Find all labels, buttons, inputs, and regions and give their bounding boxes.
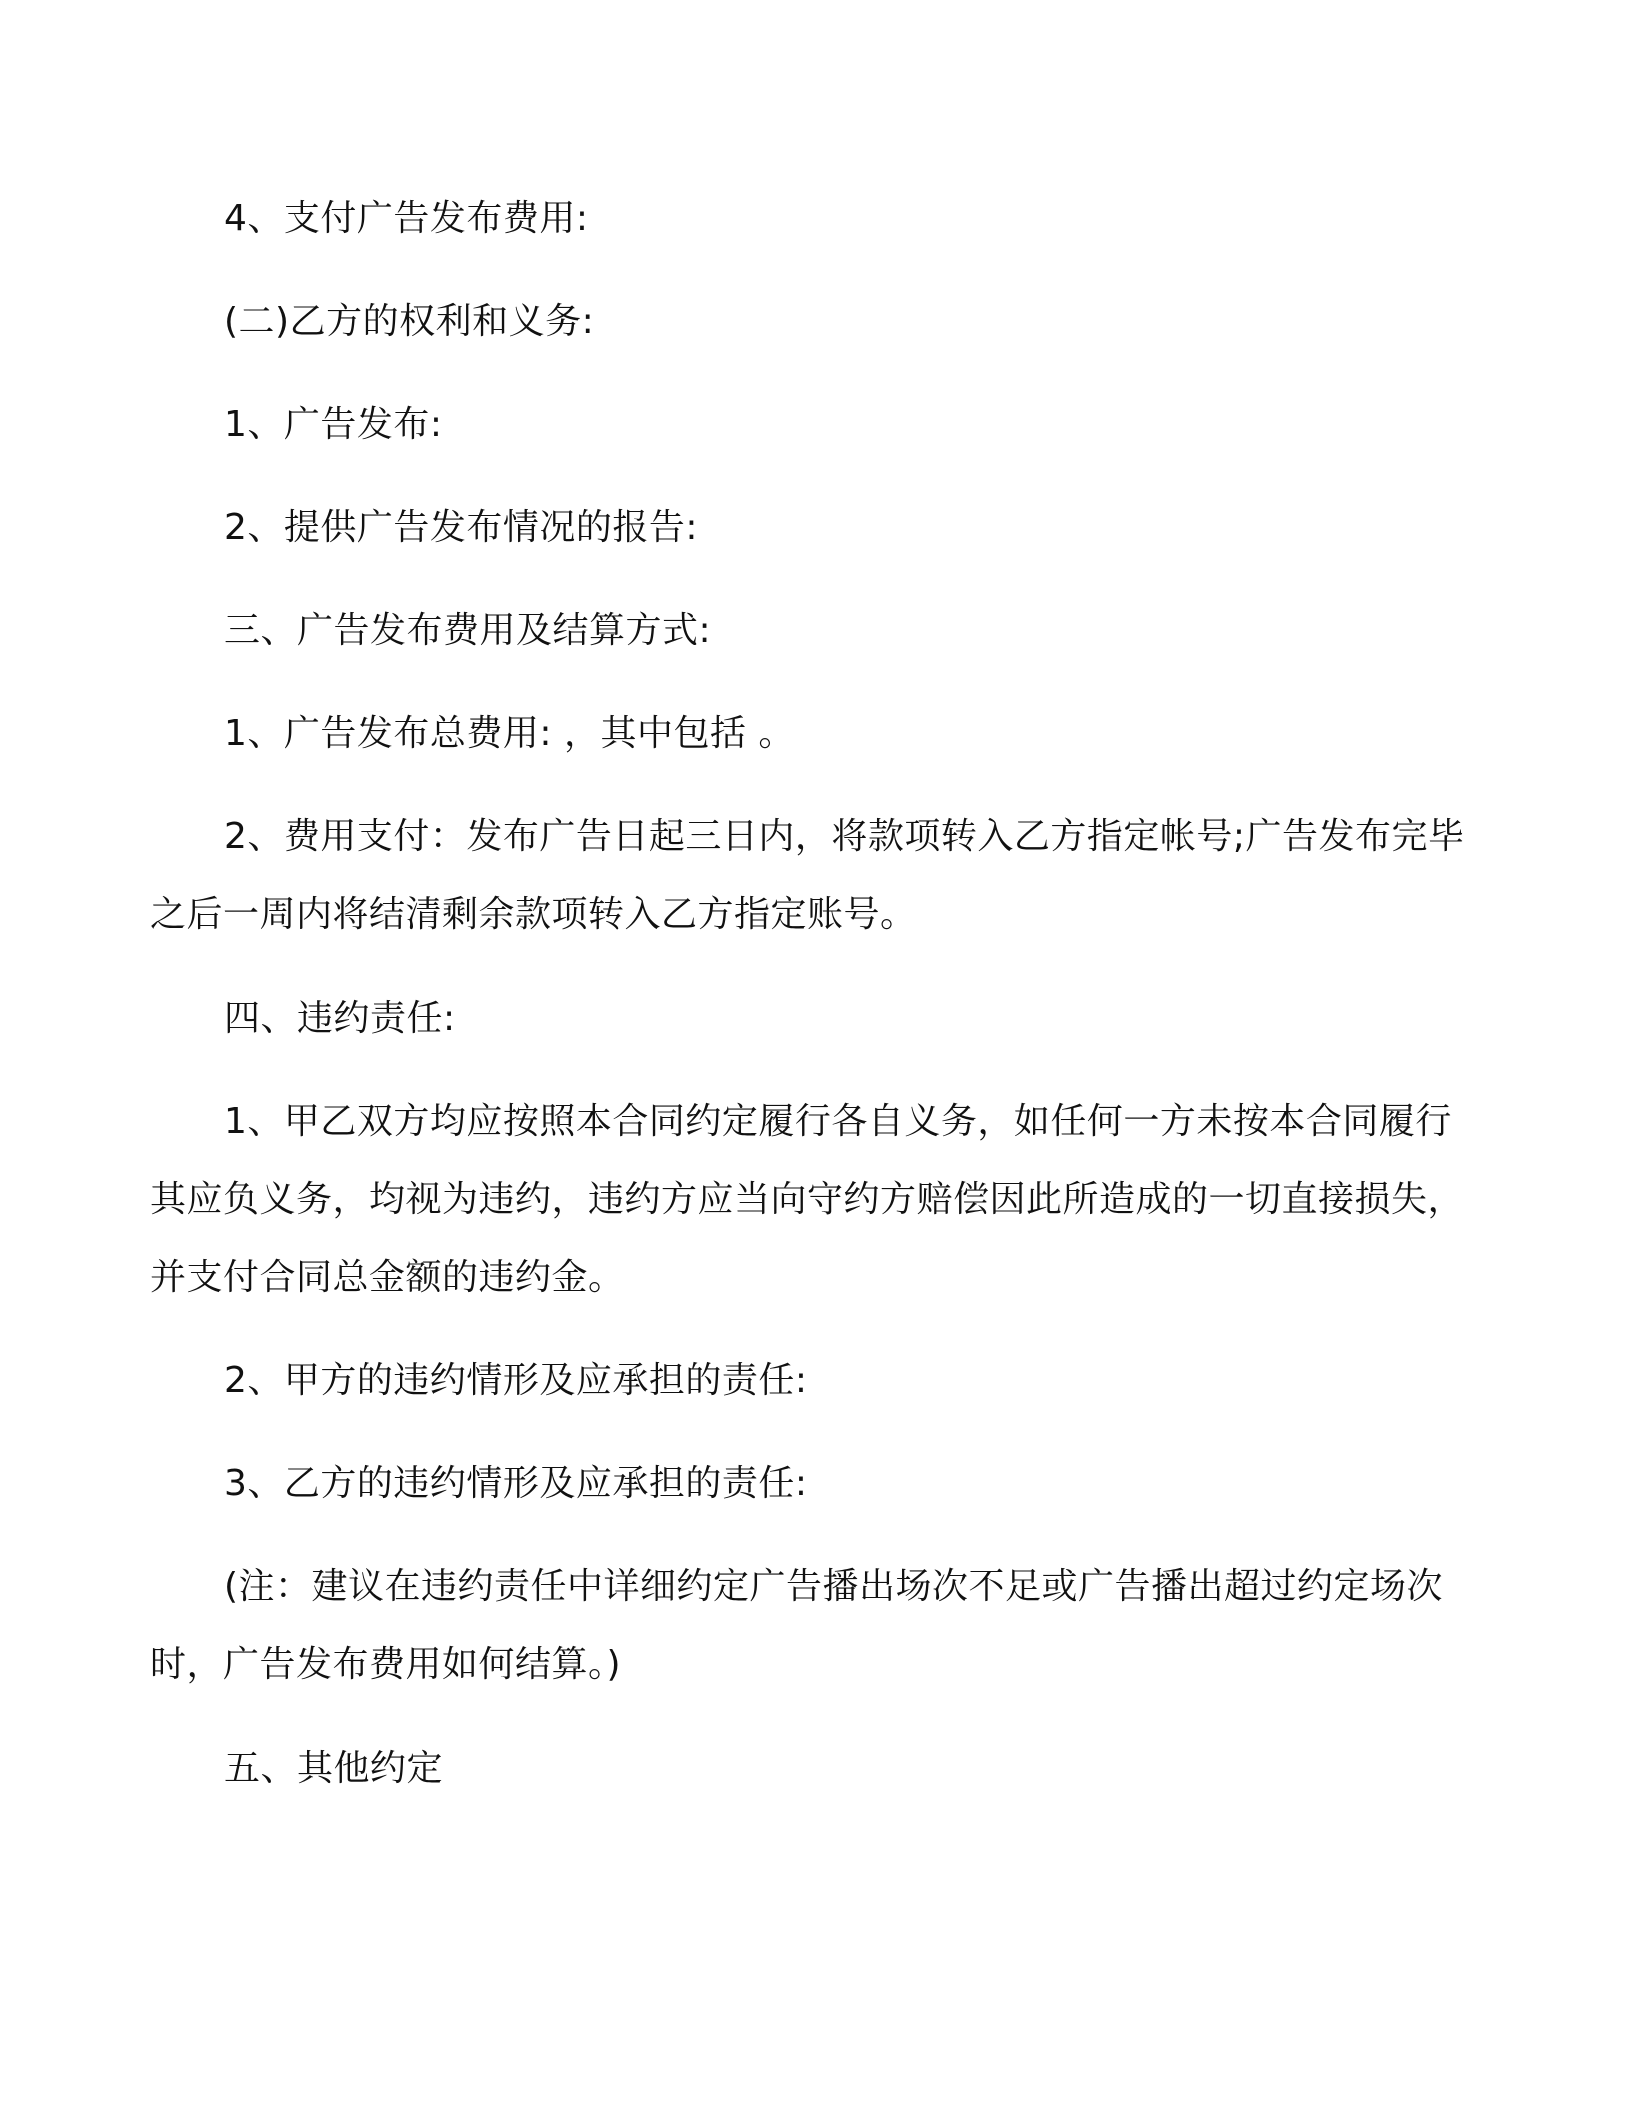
paragraph-breach-general: 1、甲乙双方均应按照本合同约定履行各自义务，如任何一方未按本合同履行其应负义务，均视为违约，违约方应当向守约方赔偿因此所造成的一切直接损失，并支付合同总金额的违约金。 — [150, 1101, 1465, 1298]
paragraph-party-a-breach: 2、甲方的违约情形及应承担的责任: — [224, 1360, 808, 1401]
paragraph-party-b-breach: 3、乙方的违约情形及应承担的责任: — [224, 1463, 808, 1504]
paragraph-total-fee: 1、广告发布总费用: ，其中包括 。 — [224, 713, 795, 754]
paragraph-party-b-rights: (二)乙方的权利和义务: — [224, 301, 595, 342]
section-heading-breach: 四、违约责任: — [224, 998, 456, 1039]
paragraph-note: (注：建议在违约责任中详细约定广告播出场次不足或广告播出超过约定场次时，广告发布费用如何结算。) — [150, 1566, 1444, 1685]
section-heading-other: 五、其他约定 — [224, 1748, 444, 1789]
section-heading-fees: 三、广告发布费用及结算方式: — [224, 610, 712, 651]
paragraph-fee-payment: 2、费用支付：发布广告日起三日内，将款项转入乙方指定帐号;广告发布完毕之后一周内将结清剩余款项转入乙方指定账号。 — [150, 816, 1465, 935]
paragraph-report: 2、提供广告发布情况的报告: — [224, 507, 699, 548]
paragraph-pay-ad-fee: 4、支付广告发布费用: — [224, 198, 589, 239]
paragraph-ad-publish: 1、广告发布: — [224, 404, 443, 445]
